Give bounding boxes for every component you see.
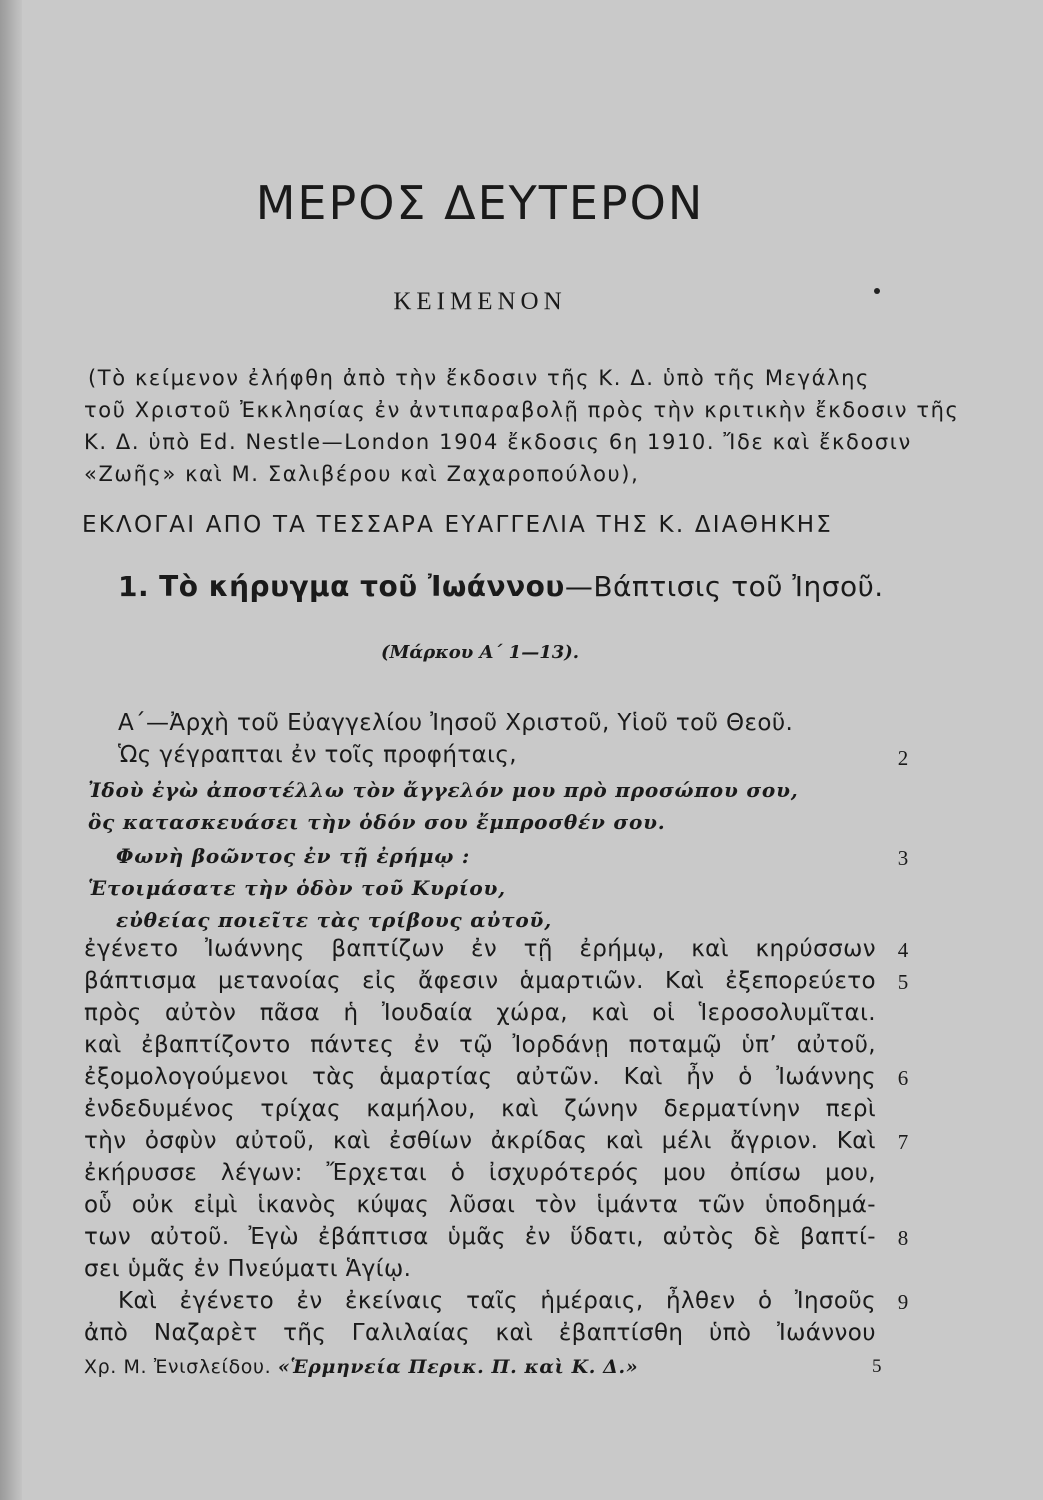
source-note-line: Κ. Δ. ὑπὸ Ed. Nestle—London 1904 ἔκδοσις 6η 1910. Ἴδε καὶ ἔκδοσιν <box>84 430 912 454</box>
text-line: ἐγένετο Ἰωάννης βαπτίζων ἐν τῇ ἐρήμῳ, καὶ κηρύσσων <box>84 936 876 962</box>
selections-heading: ΕΚΛΟΓΑΙ ΑΠΟ ΤΑ ΤΕΣΣΑΡΑ ΕΥΑΓΓΕΛΙΑ ΤΗΣ Κ. ΔΙΑΘΗΚΗΣ <box>82 512 834 538</box>
source-note-line: «Ζωῆς» καὶ Μ. Σαλιβέρου καὶ Ζαχαροπούλου), <box>84 462 640 486</box>
verse-number: 6 <box>897 1066 909 1090</box>
scripture-reference: (Μάρκου Α΄ 1—13). <box>380 642 580 663</box>
text-line: ἐνδεδυμένος τρίχας καμήλου, καὶ ζώνην δερματίνην περὶ <box>84 1096 876 1122</box>
section-heading <box>118 570 884 603</box>
text-line: πρὸς αὐτὸν πᾶσα ἡ Ἰουδαία χώρα, καὶ οἱ Ἱεροσολυμῖται. <box>84 1000 876 1026</box>
verse-number: 5 <box>897 970 909 994</box>
text-line: Καὶ ἐγένετο ἐν ἐκείναις ταῖς ἡμέραις, ἦλθεν ὁ Ἰησοῦς <box>118 1288 876 1314</box>
text-line: οὗ οὐκ εἰμὶ ἱκανὸς κύψας λῦσαι τὸν ἱμάντα τῶν ὑποδημά- <box>84 1192 876 1218</box>
source-note-line: τοῦ Χριστοῦ Ἐκκλησίας ἐν ἀντιπαραβολῇ πρὸς τὴν κριτικὴν ἔκδοσιν τῆς <box>84 398 960 422</box>
section-number: 1. <box>118 570 150 603</box>
verse-number: 9 <box>897 1290 909 1314</box>
footer-work: «Ἑρμηνεία Περικ. Π. καὶ Κ. Δ.» <box>277 1356 639 1378</box>
source-note-line: (Τὸ κείμενον ἐλήφθη ἀπὸ τὴν ἔκδοσιν τῆς Κ. Δ. ὑπὸ τῆς Μεγάλης <box>88 366 870 390</box>
verse-number: 7 <box>897 1130 909 1154</box>
section-title-bold: Τὸ κήρυγμα τοῦ Ἰωάννου <box>159 570 565 603</box>
part-title: ΜΕΡΟΣ ΔΕΥΤΕΡΟΝ <box>255 176 705 230</box>
text-line: ἀπὸ Ναζαρὲτ τῆς Γαλιλαίας καὶ ἐβαπτίσθη ὑπὸ Ἰωάννου <box>84 1320 876 1346</box>
quote-line: ὃς κατασκευάσει τὴν ὁδόν σου ἔμπροσθέν σου. <box>88 810 666 834</box>
text-line: ἐξομολογούμενοι τὰς ἁμαρτίας αὐτῶν. Καὶ ἦν ὁ Ἰωάννης <box>84 1064 876 1090</box>
text-line: των αὐτοῦ. Ἐγὼ ἐβάπτισα ὑμᾶς ἐν ὕδατι, αὐτὸς δὲ βαπτί- <box>84 1224 876 1250</box>
page-number: 5 <box>872 1356 882 1377</box>
print-speck <box>874 288 880 294</box>
text-line: ἐκήρυσσε λέγων: Ἔρχεται ὁ ἰσχυρότερός μου ὀπίσω μου, <box>84 1160 876 1186</box>
text-line: τὴν ὀσφὺν αὐτοῦ, καὶ ἐσθίων ἀκρίδας καὶ μέλι ἄγριον. Καὶ <box>84 1128 876 1154</box>
text-line: Ὡς γέγραπται ἐν τοῖς προφήταις, <box>118 742 517 768</box>
footer-author: Χρ. Μ. Ἐνισλείδου. <box>84 1356 272 1378</box>
verse-number: 3 <box>897 846 909 870</box>
verse-number: 2 <box>897 746 909 770</box>
footer-citation <box>84 1356 638 1378</box>
quote-line: Ἑτοιμάσατε τὴν ὁδὸν τοῦ Κυρίου, <box>88 876 506 900</box>
text-line: Α΄—Ἀρχὴ τοῦ Εὐαγγελίου Ἰησοῦ Χριστοῦ, Υἱοῦ τοῦ Θεοῦ. <box>118 710 794 736</box>
text-line: σει ὑμᾶς ἐν Πνεύματι Ἁγίῳ. <box>84 1256 412 1282</box>
text-line: βάπτισμα μετανοίας εἰς ἄφεσιν ἁμαρτιῶν. Καὶ ἐξεπορεύετο <box>84 968 876 994</box>
section-subtitle: ΚΕΙΜΕΝΟΝ <box>393 288 567 315</box>
section-title-rest: —Βάπτισις τοῦ Ἰησοῦ. <box>564 570 884 603</box>
verse-number: 4 <box>897 938 909 962</box>
quote-line: Φωνὴ βοῶντος ἐν τῇ ἐρήμῳ : <box>116 844 471 868</box>
text-line: καὶ ἐβαπτίζοντο πάντες ἐν τῷ Ἰορδάνῃ ποταμῷ ὑπ’ αὐτοῦ, <box>84 1032 876 1058</box>
quote-line: εὐθείας ποιεῖτε τὰς τρίβους αὐτοῦ, <box>116 908 552 932</box>
quote-line: Ἰδοὺ ἐγὼ ἀποστέλλω τὸν ἄγγελόν μου πρὸ προσώπου σου, <box>88 778 799 802</box>
verse-number: 8 <box>897 1226 909 1250</box>
